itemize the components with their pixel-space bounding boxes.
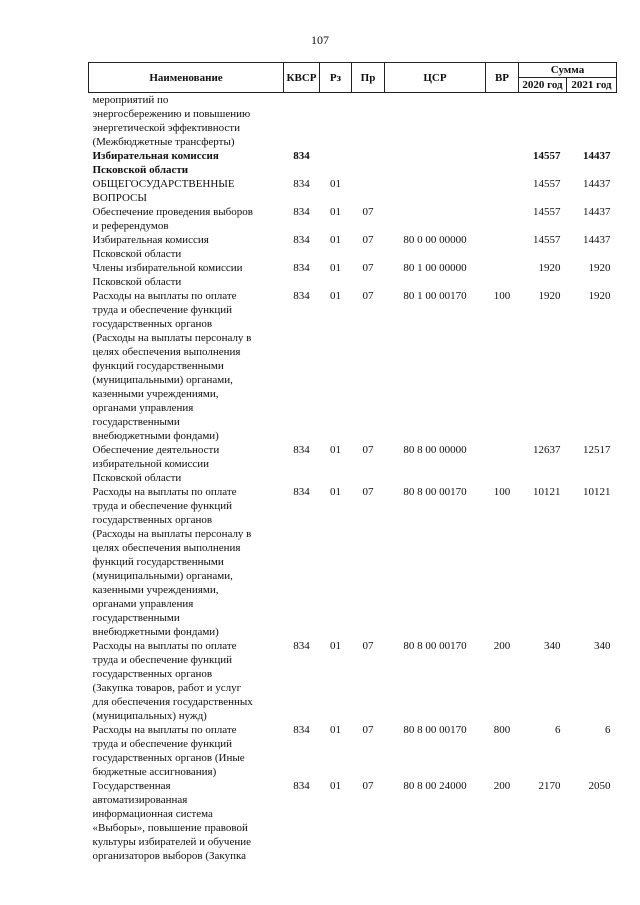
row-name-line: государственных органов: [92, 514, 213, 526]
row-name-line: избирательной комиссии: [92, 458, 209, 470]
row-pr: 07: [362, 290, 374, 302]
row-vr: [486, 205, 519, 233]
row-csr: 80 8 00 00170: [403, 486, 467, 498]
row-csr: [385, 177, 486, 205]
row-name-line: Обеспечение проведения выборов: [92, 206, 253, 218]
row-vr: [486, 443, 519, 485]
row-name: [89, 205, 284, 233]
row-sum-2020: 1920: [538, 290, 561, 302]
row-pr: 07: [362, 206, 374, 218]
row-kvsr: 834: [293, 724, 310, 736]
row-name-line: организаторов выборов (Закупка: [92, 850, 247, 862]
row-name-line: Псковской области: [92, 276, 182, 288]
header-kvsr: КВСР: [284, 63, 320, 93]
row-name-line: Избирательная комиссия: [92, 234, 209, 246]
row-vr: 100: [493, 486, 511, 498]
row-sum-2020: 340: [544, 640, 561, 652]
row-name-line: внебюджетными фондами): [92, 430, 219, 442]
row-name: [89, 485, 284, 639]
row-csr: 80 8 00 00000: [403, 444, 467, 456]
row-name: [89, 177, 284, 205]
row-rz: 01: [330, 234, 341, 246]
row-kvsr: 834: [293, 640, 310, 652]
row-vr: [486, 93, 519, 150]
row-csr: 80 8 00 24000: [403, 780, 467, 792]
row-sum-2021: 14437: [583, 178, 611, 190]
row-kvsr: 834: [293, 234, 310, 246]
header-pr: Пр: [352, 63, 385, 93]
row-pr: 07: [362, 486, 374, 498]
row-name-line: (муниципальными) органами,: [92, 374, 233, 386]
row-name-line: казенными учреждениями,: [92, 388, 219, 400]
row-name: [89, 443, 284, 485]
row-rz: [320, 93, 352, 150]
row-name: [89, 639, 284, 723]
row-name-line: энергосбережению и повышению: [92, 108, 251, 120]
row-vr: [486, 233, 519, 261]
header-sum: Сумма: [519, 63, 617, 78]
table-row: [89, 639, 617, 723]
row-name: [89, 93, 284, 150]
row-name-line: Члены избирательной комиссии: [92, 262, 243, 274]
table-row: [89, 485, 617, 639]
row-sum-2021: 1920: [588, 262, 611, 274]
row-sum-2020: 2170: [538, 780, 561, 792]
row-vr: [486, 177, 519, 205]
row-rz: [320, 149, 352, 177]
table-row: [89, 261, 617, 289]
table-row: [89, 233, 617, 261]
row-pr: 07: [362, 444, 374, 456]
row-name: [89, 233, 284, 261]
row-csr: [385, 149, 486, 177]
row-csr: 80 8 00 00170: [403, 640, 467, 652]
row-rz: 01: [330, 724, 341, 736]
row-name-line: Расходы на выплаты по оплате: [92, 290, 237, 302]
row-sum-2021: 6: [605, 724, 611, 736]
row-name: [89, 779, 284, 863]
row-name-line: и референдумов: [92, 220, 169, 232]
row-csr: 80 8 00 00170: [403, 724, 467, 736]
budget-table: [88, 62, 617, 863]
row-sum-2020: 1920: [538, 262, 561, 274]
row-rz: 01: [330, 290, 341, 302]
row-csr: [385, 205, 486, 233]
row-pr: 07: [362, 234, 374, 246]
row-name-line: Псковской области: [92, 472, 182, 484]
row-sum-2021: [567, 93, 617, 150]
row-name-line: (Расходы на выплаты персоналу в: [92, 528, 252, 540]
row-sum-2020: [519, 93, 567, 150]
header-year-2020: 2020 год: [519, 78, 567, 93]
row-sum-2020: 14557: [533, 234, 561, 246]
row-csr: [385, 93, 486, 150]
row-name-line: Обеспечение деятельности: [92, 444, 220, 456]
row-name-line: Расходы на выплаты по оплате: [92, 486, 237, 498]
row-name-line: ВОПРОСЫ: [92, 192, 147, 204]
row-name-line: Псковской области: [92, 164, 189, 176]
page-number: 107: [311, 33, 329, 47]
row-name-line: труда и обеспечение функций: [92, 500, 233, 512]
row-pr: 07: [362, 780, 374, 792]
table-row: [89, 149, 617, 177]
row-pr: 07: [362, 262, 374, 274]
header-name: Наименование: [89, 63, 284, 93]
row-name-line: казенными учреждениями,: [92, 584, 219, 596]
row-vr: [486, 149, 519, 177]
row-name-line: функций государственными: [92, 360, 224, 372]
row-name-line: для обеспечения государственных: [92, 696, 253, 708]
row-csr: 80 1 00 00000: [403, 262, 467, 274]
row-name: [89, 149, 284, 177]
row-name-line: государственными: [92, 612, 180, 624]
row-sum-2021: 14437: [583, 150, 611, 162]
table-row: [89, 779, 617, 863]
row-name-line: Государственная: [92, 780, 171, 792]
table-body: [89, 93, 617, 864]
row-pr: 07: [362, 724, 374, 736]
row-sum-2020: 14557: [533, 206, 561, 218]
row-vr: [486, 261, 519, 289]
row-name-line: государственных органов: [92, 318, 213, 330]
table-row: [89, 205, 617, 233]
row-name: [89, 289, 284, 443]
header-csr: ЦСР: [385, 63, 486, 93]
row-pr: [352, 177, 385, 205]
row-sum-2021: 14437: [583, 234, 611, 246]
row-kvsr: 834: [293, 486, 310, 498]
row-vr: 100: [493, 290, 511, 302]
row-name-line: Псковской области: [92, 248, 182, 260]
row-rz: 01: [330, 262, 341, 274]
row-csr: 80 1 00 00170: [403, 290, 467, 302]
row-name-line: Расходы на выплаты по оплате: [92, 640, 237, 652]
row-rz: 01: [330, 780, 341, 792]
row-rz: 01: [330, 444, 341, 456]
table-row: [89, 443, 617, 485]
row-sum-2021: 10121: [583, 486, 611, 498]
table-header: [89, 63, 617, 93]
row-name-line: труда и обеспечение функций: [92, 738, 233, 750]
table-row: [89, 289, 617, 443]
row-sum-2020: 12637: [533, 444, 561, 456]
row-vr: 200: [493, 780, 511, 792]
row-name-line: культуры избирателей и обучение: [92, 836, 251, 848]
table-row: [89, 723, 617, 779]
row-name-line: внебюджетными фондами): [92, 626, 219, 638]
row-kvsr: 834: [293, 178, 310, 190]
row-sum-2021: 340: [594, 640, 611, 652]
row-kvsr: [284, 93, 320, 150]
row-name-line: труда и обеспечение функций: [92, 304, 233, 316]
row-sum-2021: 1920: [588, 290, 611, 302]
row-name-line: автоматизированная: [92, 794, 188, 806]
row-vr: 200: [493, 640, 511, 652]
row-name-line: Избирательная комиссия: [92, 150, 219, 162]
row-kvsr: 834: [293, 290, 310, 302]
row-name-line: целях обеспечения выполнения: [92, 346, 241, 358]
row-name-line: ОБЩЕГОСУДАРСТВЕННЫЕ: [92, 178, 235, 190]
row-sum-2021: 14437: [583, 206, 611, 218]
row-sum-2020: 14557: [533, 150, 561, 162]
row-vr: 800: [493, 724, 511, 736]
row-name-line: государственными: [92, 416, 180, 428]
header-vr: ВР: [486, 63, 519, 93]
row-name-line: (Закупка товаров, работ и услуг: [92, 682, 242, 694]
row-kvsr: 834: [293, 150, 310, 162]
row-kvsr: 834: [293, 262, 310, 274]
row-sum-2021: 2050: [588, 780, 611, 792]
row-csr: 80 0 00 00000: [403, 234, 467, 246]
row-sum-2021: 12517: [583, 444, 611, 456]
row-sum-2020: 6: [555, 724, 561, 736]
row-kvsr: 834: [293, 780, 310, 792]
row-name-line: (муниципальных) нужд): [92, 710, 207, 722]
row-name-line: (Межбюджетные трансферты): [92, 136, 235, 148]
row-name-line: информационная система: [92, 808, 213, 820]
row-name-line: государственных органов: [92, 668, 213, 680]
row-rz: 01: [330, 640, 341, 652]
row-name-line: органами управления: [92, 402, 194, 414]
row-rz: 01: [330, 486, 341, 498]
row-name-line: государственных органов (Иные: [92, 752, 245, 764]
header-rz: Рз: [320, 63, 352, 93]
table-row: [89, 177, 617, 205]
row-pr: 07: [362, 640, 374, 652]
row-pr: [352, 149, 385, 177]
row-kvsr: 834: [293, 444, 310, 456]
row-name-line: «Выборы», повышение правовой: [92, 822, 248, 834]
row-sum-2020: 10121: [533, 486, 561, 498]
row-kvsr: 834: [293, 206, 310, 218]
row-name-line: мероприятий по: [92, 94, 169, 106]
row-name-line: функций государственными: [92, 556, 224, 568]
header-year-2021: 2021 год: [567, 78, 617, 93]
row-sum-2020: 14557: [533, 178, 561, 190]
row-name-line: (Расходы на выплаты персоналу в: [92, 332, 252, 344]
row-name-line: целях обеспечения выполнения: [92, 542, 241, 554]
row-name-line: органами управления: [92, 598, 194, 610]
table-row: [89, 93, 617, 150]
row-name: [89, 723, 284, 779]
row-name: [89, 261, 284, 289]
row-rz: 01: [330, 206, 341, 218]
row-name-line: Расходы на выплаты по оплате: [92, 724, 237, 736]
row-name-line: энергетической эффективности: [92, 122, 240, 134]
row-name-line: (муниципальными) органами,: [92, 570, 233, 582]
row-pr: [352, 93, 385, 150]
row-rz: 01: [330, 178, 341, 190]
row-name-line: труда и обеспечение функций: [92, 654, 233, 666]
row-name-line: бюджетные ассигнования): [92, 766, 217, 778]
